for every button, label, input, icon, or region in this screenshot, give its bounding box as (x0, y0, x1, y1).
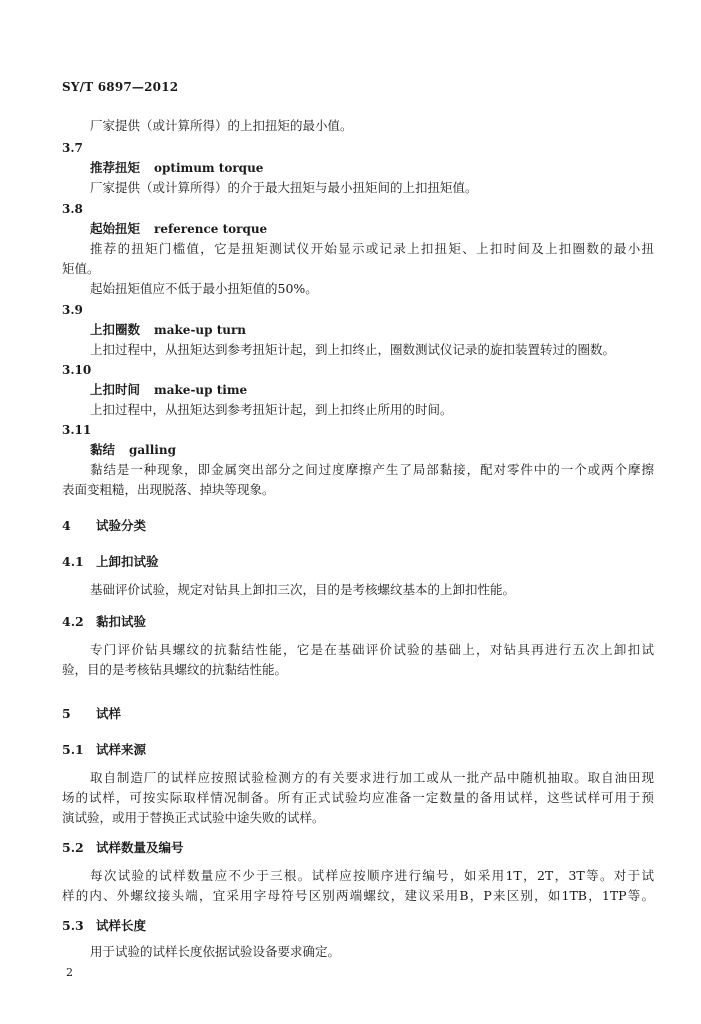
paragraph-cont: 验，目的是考核钻具螺纹的抗黏结性能。 (62, 662, 288, 677)
section-number: 5.1 (62, 742, 84, 757)
paragraph: 用于试验的试样长度依据试验设备要求确定。 (90, 944, 341, 959)
clause-number: 3.11 (62, 423, 92, 437)
term-definition: 黏结是一种现象，即金属突出部分之间过度摩擦产生了局部黏接，配对零件中的一个或两个摩擦 (90, 462, 654, 477)
section-heading (62, 706, 654, 722)
term-heading (90, 442, 654, 458)
section-number: 4 (62, 518, 71, 533)
term-chinese: 黏结 (90, 442, 116, 457)
section-title: 上卸扣试验 (96, 554, 159, 569)
term-chinese: 上扣圈数 (90, 322, 141, 337)
term-definition: 上扣过程中，从扭矩达到参考扭矩计起，到上扣终止，圈数测试仪记录的旋扣装置转过的圈数。 (90, 342, 616, 357)
subsection-heading (62, 614, 654, 630)
section-title: 黏扣试验 (96, 614, 147, 629)
term-definition-cont: 表面变粗糙，出现脱落、掉块等现象。 (62, 482, 275, 497)
paragraph-cont: 演试验，或用于替换正式试验中途失败的试样。 (62, 810, 325, 825)
section-number: 5 (62, 706, 71, 721)
term-english: make-up time (154, 383, 248, 397)
term-heading (90, 160, 654, 176)
subsection-heading (62, 742, 654, 758)
subsection-heading (62, 840, 654, 856)
paragraph: 专门评价钻具螺纹的抗黏结性能，它是在基础评价试验的基础上，对钻具再进行五次上卸扣试 (90, 642, 654, 657)
term-heading (90, 221, 654, 237)
section-title: 试样来源 (96, 742, 147, 757)
term-chinese: 上扣时间 (90, 382, 141, 397)
paragraph: 取自制造厂的试样应按照试验检测方的有关要求进行加工或从一批产品中随机抽取。取自油田现 (90, 770, 654, 785)
section-number: 4.2 (62, 614, 84, 629)
subsection-heading (62, 554, 654, 570)
term-definition: 推荐的扭矩门槛值，它是扭矩测试仪开始显示或记录上扣扭矩、上扣时间及上扣圈数的最小扭 (90, 241, 654, 256)
term-english: reference torque (154, 222, 268, 236)
subsection-heading (62, 918, 654, 934)
term-chinese: 推荐扭矩 (90, 160, 141, 175)
term-english: optimum torque (154, 161, 264, 175)
term-english: galling (129, 443, 176, 457)
term-chinese: 起始扭矩 (90, 221, 141, 236)
term-definition: 厂家提供（或计算所得）的介于最大扭矩与最小扭矩间的上扣扭矩值。 (90, 180, 478, 195)
paragraph-cont: 场的试样，可按实际取样情况制备。所有正式试验均应准备一定数量的备用试样，这些试样可用于预 (62, 790, 654, 805)
term-heading (90, 322, 654, 338)
text-line: 厂家提供（或计算所得）的上扣扭矩的最小值。 (90, 118, 353, 133)
term-english: make-up turn (154, 323, 247, 337)
section-title: 试样 (96, 706, 122, 721)
page-number: 2 (66, 966, 73, 979)
paragraph-cont: 样的内、外螺纹接头端，宜采用字母符号区别两端螺纹，建议采用B，P来区别，如1TB，1TP等。 (62, 888, 654, 903)
term-note: 起始扭矩值应不低于最小扭矩值的50%。 (90, 281, 318, 296)
clause-number: 3.10 (62, 363, 92, 377)
term-definition: 上扣过程中，从扭矩达到参考扭矩计起，到上扣终止所用的时间。 (90, 402, 453, 417)
clause-number: 3.7 (62, 141, 83, 155)
paragraph: 每次试验的试样数量应不少于三根。试样应按顺序进行编号，如采用1T，2T，3T等。对于试 (90, 868, 654, 883)
section-number: 4.1 (62, 554, 84, 569)
section-title: 试验分类 (96, 518, 147, 533)
section-number: 5.2 (62, 840, 84, 855)
paragraph: 基础评价试验，规定对钻具上卸扣三次，目的是考核螺纹基本的上卸扣性能。 (90, 582, 516, 597)
term-heading (90, 382, 654, 398)
term-definition-cont: 矩值。 (62, 261, 100, 276)
standard-code-header: SY/T 6897—2012 (62, 80, 179, 94)
section-heading (62, 518, 654, 534)
clause-number: 3.8 (62, 202, 83, 216)
section-title: 试样长度 (96, 918, 147, 933)
section-number: 5.3 (62, 918, 84, 933)
clause-number: 3.9 (62, 303, 83, 317)
section-title: 试样数量及编号 (96, 840, 184, 855)
